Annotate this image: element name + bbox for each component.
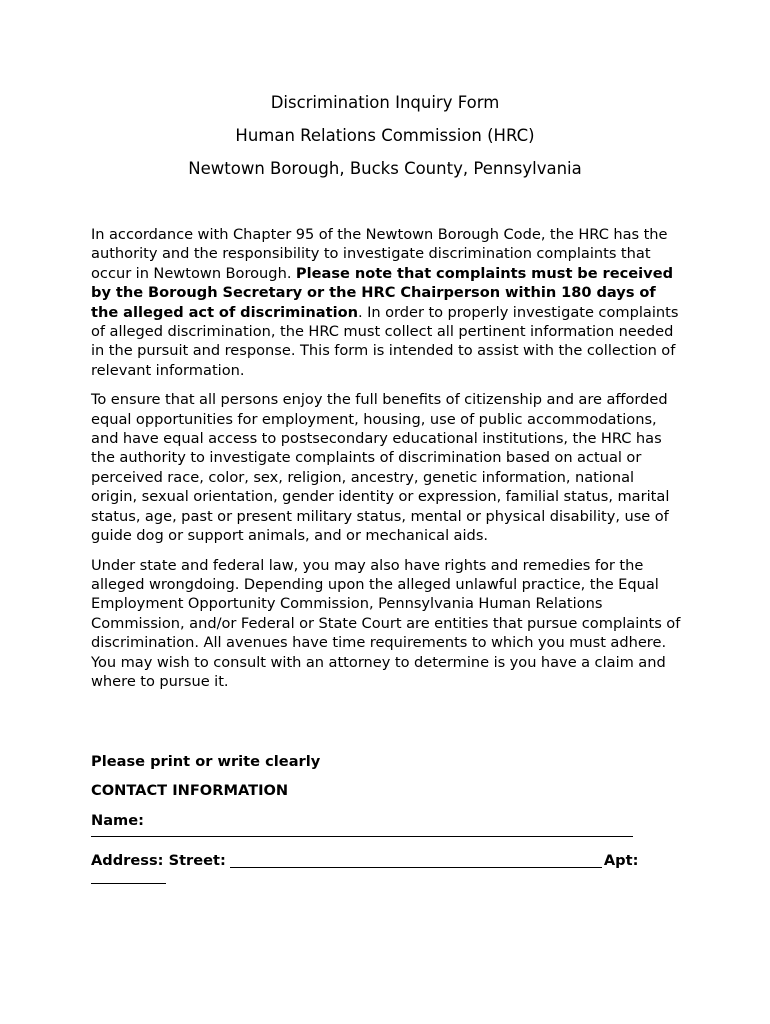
print-instruction: Please print or write clearly [91,753,321,770]
apt-label: Apt: [603,852,639,870]
contact-section-heading: CONTACT INFORMATION [91,782,289,800]
name-field[interactable] [91,836,633,837]
street-label: Address: Street: [91,852,226,870]
name-label: Name: [91,811,145,829]
form-title: Discrimination Inquiry Form [270,93,500,112]
street-field[interactable] [230,853,602,868]
intro-paragraph-end: . In order to properly investigate complaints of alleged discrimination, the HRC must collect all pertinent information needed in the pursuit and response. This form is intended to assist with the collection of relevant information. [91,303,679,379]
address-row [91,851,681,870]
document-header [0,92,770,191]
deadline-notice: Please note that complaints must be received by the Borough Secretary or the HRC Chairperson within 180 days of the alleged act of discrimination [91,264,674,321]
apt-field[interactable] [91,873,166,884]
intro-paragraph-start: In accordance with Chapter 95 of the Newtown Borough Code, the HRC has the authority and the responsibility to investigate discrimination complaints that occur in Newtown Borough. [91,226,668,282]
organization-location: Newtown Borough, Bucks County, Pennsylvania [188,159,582,178]
protected-classes-paragraph: To ensure that all persons enjoy the full benefits of citizenship and are afforded equal opportunities for employment, housing, use of public accommodations, and have equal access to postsecondary educational institutions, the HRC has the authority to investigate complaints of discrimination based on actual or perceived race, color, sex, religion, ancestry, genetic information, national origin, sexual orientation, gender identity or expression, familial status, marital status, age, past or present military status, mental or physical disability, use of guide dog or support animals, and or mechanical aids. [91,391,670,545]
document-body [91,225,681,701]
organization-name: Human Relations Commission (HRC) [235,126,535,145]
contact-form [91,752,681,884]
legal-rights-paragraph: Under state and federal law, you may also have rights and remedies for the alleged wrongdoing. Depending upon the alleged unlawful practice, the Equal Employment Opportunity Commission, Pennsylvania Human Relations Commission, and/or Federal or State Court are entities that pursue complaints of discrimination. All avenues have time requirements to which you must adhere. You may wish to consult with an attorney to determine is you have a claim and where to pursue it. [91,556,681,690]
intro-paragraph [91,225,681,380]
